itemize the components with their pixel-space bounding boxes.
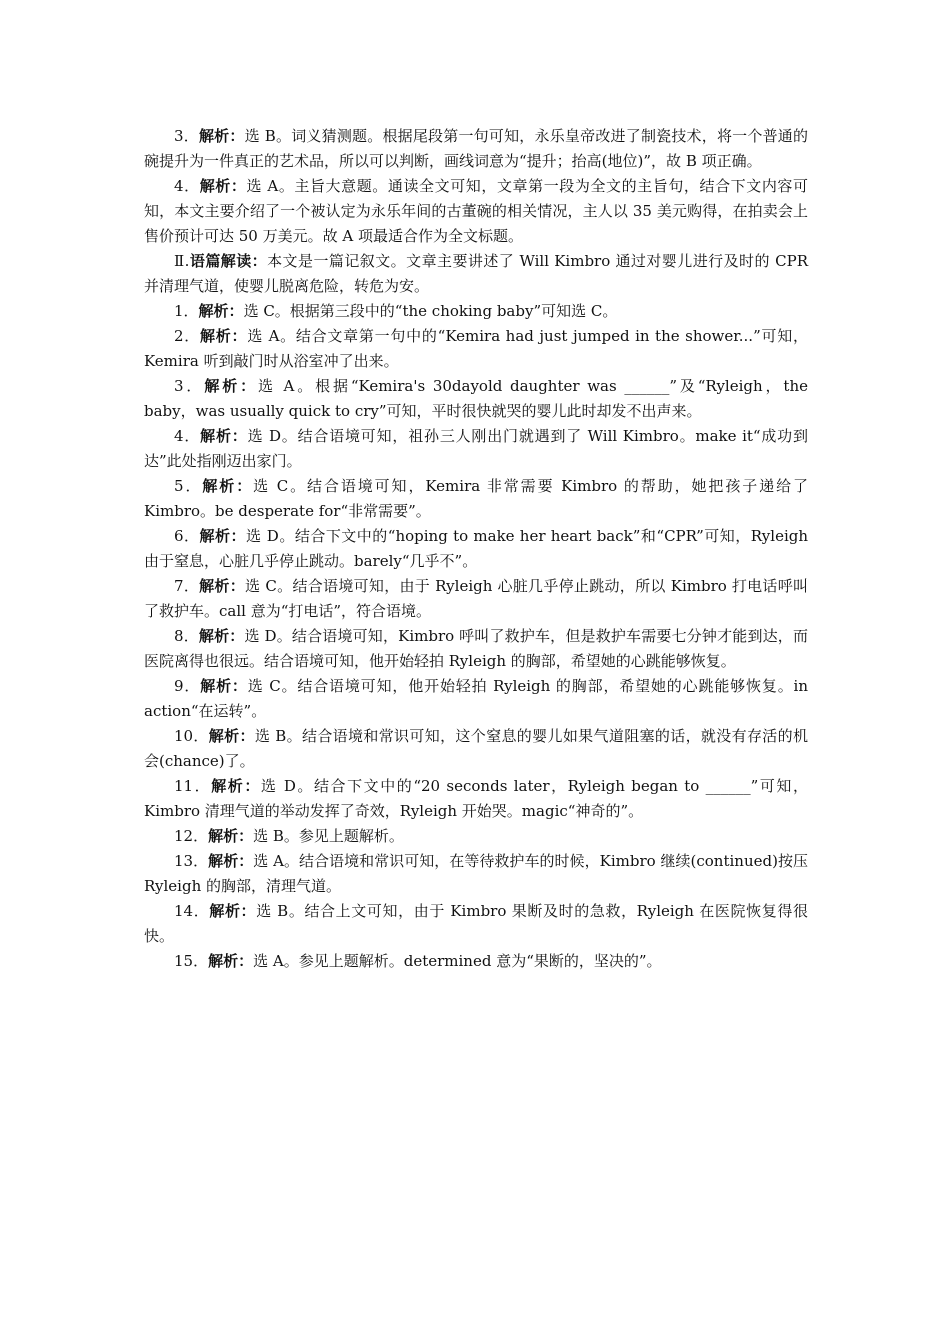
item-number: 9． xyxy=(174,677,201,695)
item-label: 解析： xyxy=(208,727,255,745)
item-label: 解析： xyxy=(200,677,248,695)
paragraph xyxy=(144,374,808,424)
item-text: 选 C。结合语境可知，Kemira 非常需要 Kimbro 的帮助，她把孩子递给了 Kimbro。be desperate for“非常需要”。 xyxy=(144,477,808,520)
paragraph xyxy=(144,124,808,174)
item-text: 选 A。参见上题解析。determined 意为“果断的，坚决的”。 xyxy=(253,952,662,970)
item-label: 解析： xyxy=(198,627,245,645)
section-text: 本文是一篇记叙文。文章主要讲述了 Will Kimbro 通过对婴儿进行及时的 CPR 并清理气道，使婴儿脱离危险，转危为安。 xyxy=(144,252,809,295)
item-text: 选 D。结合语境可知，Kimbro 呼叫了救护车，但是救护车需要七分钟才能到达，而医院离得也很远。结合语境可知，他开始轻拍 Ryleigh 的胸部，希望她的心跳能够恢复。 xyxy=(144,627,808,670)
item-label: 解析： xyxy=(204,377,258,395)
item-label: 解析： xyxy=(200,427,248,445)
item-number: 15． xyxy=(174,952,209,970)
paragraph xyxy=(144,899,808,949)
section-label: 语篇解读： xyxy=(189,252,268,270)
item-number: 7． xyxy=(174,577,200,595)
item-text: 选 C。根据第三段中的“the choking baby”可知选 C。 xyxy=(243,302,618,320)
item-number: 4． xyxy=(174,177,200,195)
item-label: 解析： xyxy=(211,777,261,795)
item-text: 选 D。结合下文中的“hoping to make her heart back”和“CPR”可知，Ryleigh 由于窒息，心脏几乎停止跳动。barely“几乎不”。 xyxy=(144,527,809,570)
item-number: 12． xyxy=(174,827,209,845)
paragraph xyxy=(144,249,808,299)
paragraph xyxy=(144,724,808,774)
item-label: 解析： xyxy=(200,327,248,345)
paragraph xyxy=(144,299,808,324)
item-label: 解析： xyxy=(202,477,254,495)
paragraph xyxy=(144,849,808,899)
paragraph xyxy=(144,174,808,249)
item-text: 选 A。主旨大意题。通读全文可知，文章第一段为全文的主旨句，结合下文内容可知，本文主要介绍了一个被认定为永乐年间的古董碗的相关情况，主人以 35 美元购得，在拍卖会上售价预计可达 50 万美元。故 A 项最适合作为全文标题。 xyxy=(144,177,808,245)
item-label: 解析： xyxy=(199,577,246,595)
item-label: 解析： xyxy=(198,127,245,145)
paragraph xyxy=(144,324,808,374)
paragraph xyxy=(144,524,808,574)
paragraph xyxy=(144,574,808,624)
item-number: 13． xyxy=(174,852,209,870)
item-label: 解析： xyxy=(208,852,254,870)
item-text: 选 B。参见上题解析。 xyxy=(253,827,404,845)
item-label: 解析： xyxy=(198,302,244,320)
item-text: 选 B。结合上文可知，由于 Kimbro 果断及时的急救，Ryleigh 在医院恢复得很快。 xyxy=(144,902,808,945)
item-text: 选 C。结合语境可知，由于 Ryleigh 心脏几乎停止跳动，所以 Kimbro 打电话呼叫了救护车。call 意为“打电话”，符合语境。 xyxy=(144,577,808,620)
item-number: 11． xyxy=(174,777,212,795)
item-label: 解析： xyxy=(209,902,257,920)
item-number: 1． xyxy=(174,302,199,320)
item-number: 3． xyxy=(174,127,199,145)
item-number: 5． xyxy=(174,477,203,495)
paragraph xyxy=(144,424,808,474)
paragraph xyxy=(144,824,808,849)
item-label: 解析： xyxy=(199,527,247,545)
item-number: 2． xyxy=(174,327,201,345)
item-number: 10． xyxy=(174,727,209,745)
item-label: 解析： xyxy=(208,952,254,970)
item-number: 4． xyxy=(174,427,201,445)
paragraph xyxy=(144,474,808,524)
item-text: 选 A。根据“Kemira's 30dayold daughter was ______”及“Ryleigh，the baby，was usually quick to cry”可知，平时很快就哭的婴儿此时却发不出声来。 xyxy=(144,377,808,420)
paragraph xyxy=(144,624,808,674)
item-number: 8． xyxy=(174,627,199,645)
paragraph xyxy=(144,949,808,974)
paragraph xyxy=(144,774,808,824)
item-label: 解析： xyxy=(208,827,254,845)
item-text: 选 D。结合语境可知，祖孙三人刚出门就遇到了 Will Kimbro。make it“成功到达”此处指刚迈出家门。 xyxy=(144,427,808,470)
item-number: 14． xyxy=(174,902,210,920)
item-text: 选 D。结合下文中的“20 seconds later，Ryleigh began to ______”可知，Kimbro 清理气道的举动发挥了奇效，Ryleigh 开始哭。magic“神奇的”。 xyxy=(144,777,808,820)
item-label: 解析： xyxy=(199,177,247,195)
section-number: Ⅱ. xyxy=(174,252,190,270)
item-number: 3． xyxy=(174,377,205,395)
paragraph xyxy=(144,674,808,724)
item-text: 选 B。结合语境和常识可知，这个窒息的婴儿如果气道阻塞的话，就没有存活的机会(chance)了。 xyxy=(144,727,808,770)
item-text: 选 C。结合语境可知，他开始轻拍 Ryleigh 的胸部，希望她的心跳能够恢复。in action“在运转”。 xyxy=(144,677,808,720)
item-text: 选 A。结合文章第一句中的“Kemira had just jumped in the shower...”可知，Kemira 听到敲门时从浴室冲了出来。 xyxy=(144,327,808,370)
item-text: 选 B。词义猜测题。根据尾段第一句可知，永乐皇帝改进了制瓷技术，将一个普通的碗提升为一件真正的艺术品，所以可以判断，画线词意为“提升；抬高(地位)”，故 B 项正确。 xyxy=(144,127,809,170)
answer-explanations xyxy=(144,124,808,974)
item-text: 选 A。结合语境和常识可知，在等待救护车的时候，Kimbro 继续(continued)按压 Ryleigh 的胸部，清理气道。 xyxy=(144,852,808,895)
item-number: 6． xyxy=(174,527,200,545)
